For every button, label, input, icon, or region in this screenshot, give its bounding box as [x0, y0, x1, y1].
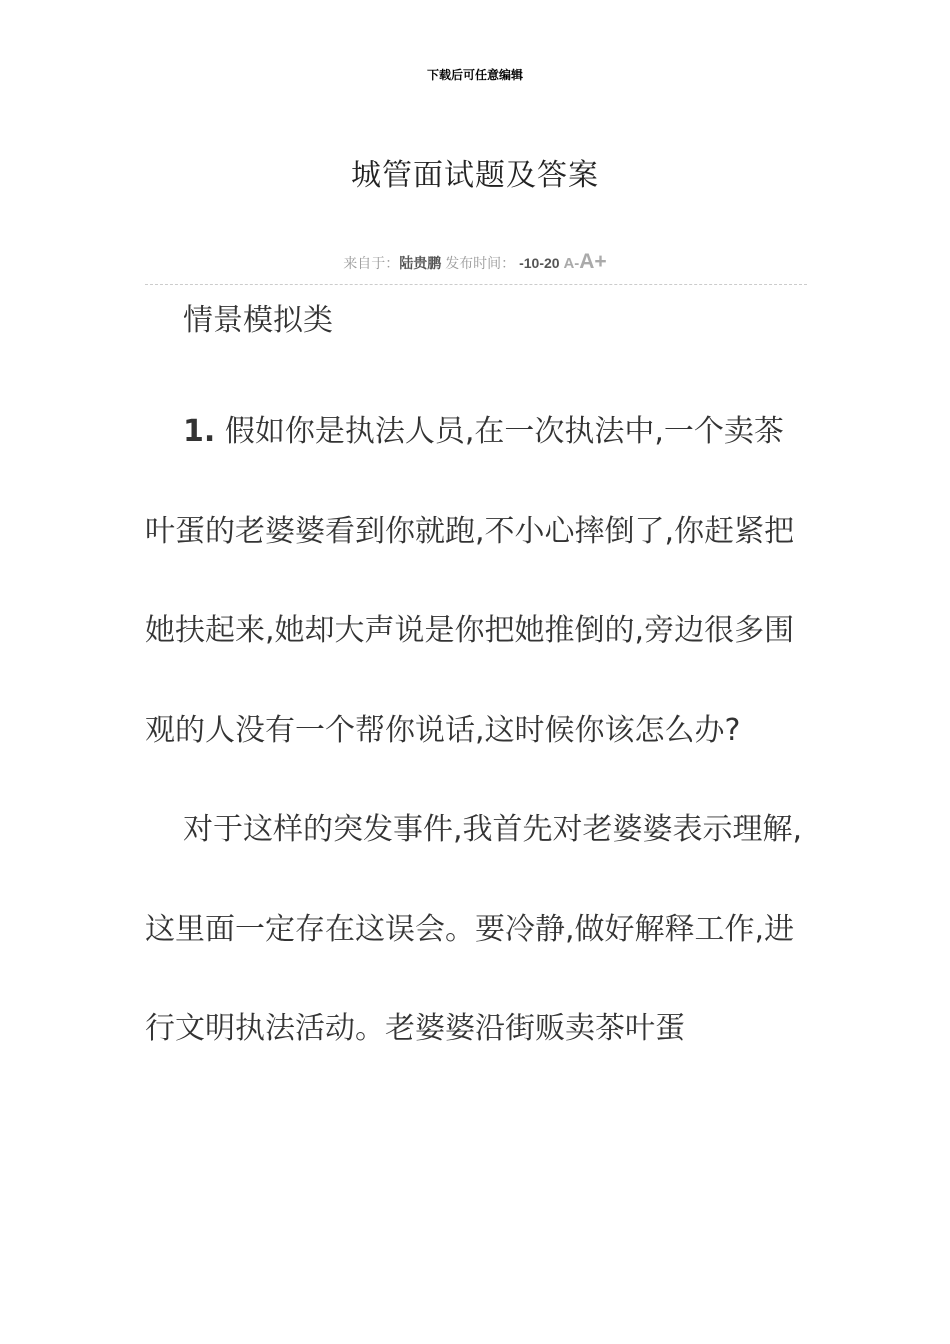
from-label: 来自于： — [343, 255, 400, 271]
publish-date: -10-20 — [519, 255, 560, 271]
dashed-divider — [145, 284, 807, 285]
section-heading: 情景模拟类 — [183, 303, 333, 338]
font-decrease-button[interactable]: A- — [563, 255, 580, 272]
question-text: 假如你是执法人员,在一次执法中,一个卖茶叶蛋的老婆婆看到你就跑,不小心摔倒了,你赶紧把她扶起来,她却大声说是你把她推倒的,旁边很多围观的人没有一个帮你说话,这时候你该怎么办? — [145, 414, 795, 748]
answer-paragraph: 对于这样的突发事件,我首先对老婆婆表示理解,这里面一定存在这误会。要冷静,做好解释工作,进行文明执法活动。老婆婆沿街贩卖茶叶蛋 — [145, 812, 803, 1046]
header-note: 下载后可任意编辑 — [426, 68, 523, 82]
publish-time-label: 发布时间： — [445, 255, 516, 271]
question-paragraph — [145, 382, 810, 780]
question-number: 1. — [183, 414, 216, 449]
font-increase-button[interactable]: A+ — [579, 250, 607, 273]
page-title: 城管面试题及答案 — [351, 158, 599, 193]
article-meta — [0, 250, 950, 274]
article-body — [145, 290, 810, 1079]
author-name: 陆贵鹏 — [399, 255, 442, 271]
